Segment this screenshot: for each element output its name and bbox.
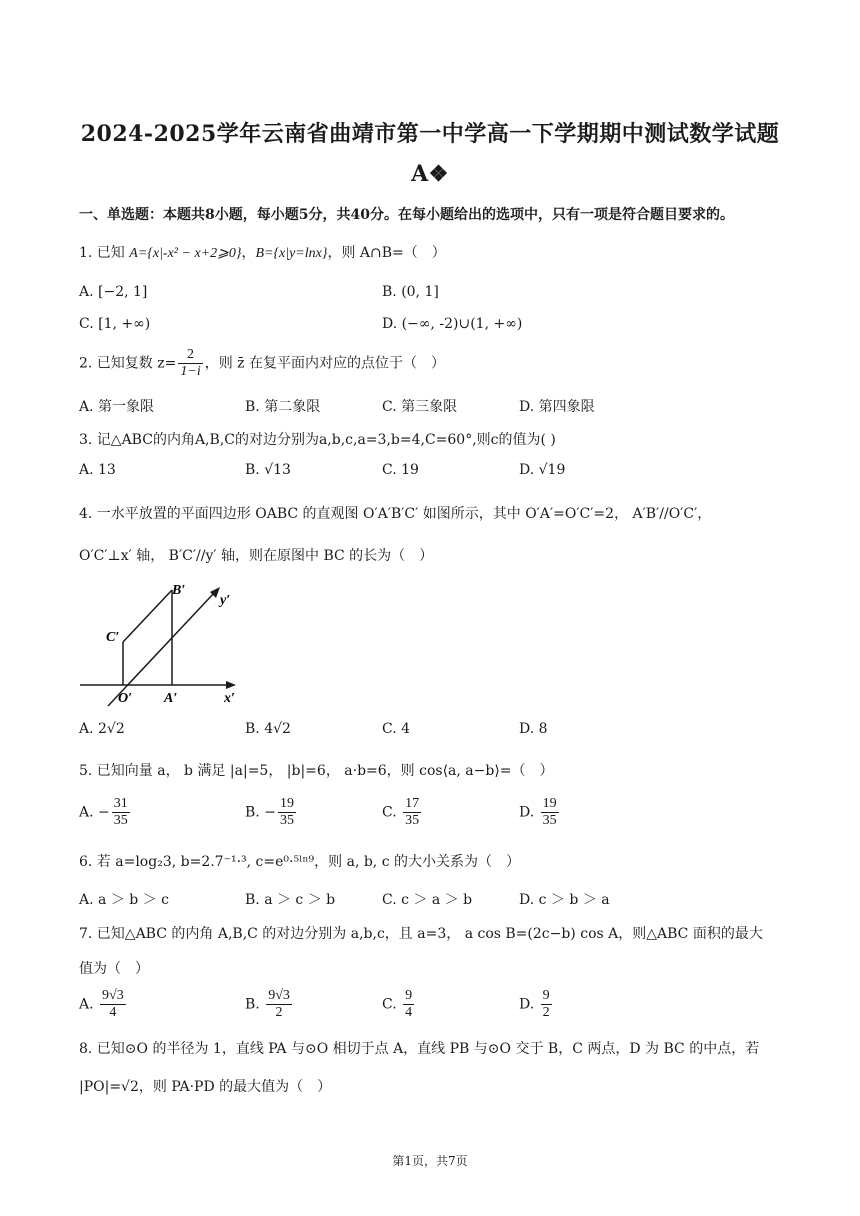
q5-c-num: 17 xyxy=(405,796,420,811)
q1-mid: ， xyxy=(241,245,256,261)
q3-option-a[interactable]: A. 13 xyxy=(79,462,116,478)
q6-option-c[interactable]: C. c ＞ a ＞ b xyxy=(382,892,473,908)
q5-option-c[interactable] xyxy=(382,796,423,829)
page-footer: 第1页，共7页 xyxy=(392,1154,468,1168)
label-a: A′ xyxy=(164,691,178,706)
x-axis-arrow xyxy=(226,681,236,689)
q5-d-fraction xyxy=(541,796,559,829)
question-7-line-1: 7. 已知△ABC 的内角 A,B,C 的对边分别为 a,b,c，且 a=3， a cos B=(2c−b) cos A，则△ABC 面积的最大 xyxy=(79,926,763,942)
question-8-line-2: |PO|=√2，则 PA·PD 的最大值为（ ） xyxy=(79,1079,332,1095)
label-c: C′ xyxy=(106,630,120,645)
segment-cb xyxy=(123,590,172,642)
section-heading: 一、单选题：本题共8小题，每小题5分，共40分。在每小题给出的选项中，只有一项是符合题目要求的。 xyxy=(79,207,734,223)
question-1 xyxy=(79,242,446,262)
question-7-line-2: 值为（ ） xyxy=(79,961,149,977)
q5-d-label: D. xyxy=(519,804,539,821)
q5-b-sign: − xyxy=(264,804,276,821)
q2-prefix: 2. 已知复数 z= xyxy=(79,355,177,372)
q4-option-b[interactable]: B. 4√2 xyxy=(245,721,291,737)
question-3: 3. 记△ABC的内角A,B,C的对边分别为a,b,c,a=3,b=4,C=60°,则c的值为( ) xyxy=(79,432,556,448)
label-y: y′ xyxy=(220,593,231,608)
q5-option-a[interactable] xyxy=(79,796,132,829)
q4-option-a[interactable]: A. 2√2 xyxy=(79,721,125,737)
q5-a-sign: − xyxy=(98,804,110,821)
q7-b-num: 9√3 xyxy=(268,988,290,1003)
q5-c-label: C. xyxy=(382,804,402,821)
q1-prefix: 1. 已知 xyxy=(79,245,130,261)
q5-option-b[interactable] xyxy=(245,796,298,829)
q4-option-c[interactable]: C. 4 xyxy=(382,721,411,737)
q5-a-den: 35 xyxy=(113,813,128,828)
q7-option-c[interactable] xyxy=(382,988,416,1021)
question-4-line-2: O′C′⊥x′ 轴， B′C′//y′ 轴，则在原图中 BC 的长为（ ） xyxy=(79,548,434,564)
question-8-line-1: 8. 已知⊙O 的半径为 1，直线 PA 与⊙O 相切于点 A，直线 PB 与⊙O 交于 B，C 两点，D 为 BC 的中点，若 xyxy=(79,1041,760,1057)
q7-option-b[interactable] xyxy=(245,988,294,1021)
q1-suffix: ，则 A∩B=（ ） xyxy=(327,245,446,261)
q1-option-b[interactable]: B. (0, 1] xyxy=(382,284,439,300)
q6-option-a[interactable]: A. a ＞ b ＞ c xyxy=(79,892,169,908)
q5-a-num: 31 xyxy=(113,796,128,811)
q3-option-b[interactable]: B. √13 xyxy=(245,462,291,478)
q7-option-d[interactable] xyxy=(519,988,554,1021)
q5-b-fraction xyxy=(278,796,296,829)
q2-option-b[interactable]: B. 第二象限 xyxy=(245,399,321,415)
q2-option-a[interactable]: A. 第一象限 xyxy=(79,399,155,415)
q2-option-d[interactable]: D. 第四象限 xyxy=(519,399,595,415)
q7-d-fraction xyxy=(541,988,552,1021)
question-2 xyxy=(79,347,445,380)
q2-option-c[interactable]: C. 第三象限 xyxy=(382,399,458,415)
q5-b-label: B. xyxy=(245,804,265,821)
q5-b-num: 19 xyxy=(279,796,294,811)
question-6: 6. 若 a=log₂3, b=2.7⁻¹·³, c=e⁰·⁵ˡⁿ⁹，则 a, b, c 的大小关系为（ ） xyxy=(79,854,520,870)
y-axis-line xyxy=(108,592,215,706)
q6-option-d[interactable]: D. c ＞ b ＞ a xyxy=(519,892,610,908)
q5-d-den: 35 xyxy=(542,813,557,828)
q3-option-d[interactable]: D. √19 xyxy=(519,462,566,478)
q7-a-fraction xyxy=(100,988,126,1021)
oblique-projection-figure xyxy=(78,578,248,708)
q2-fraction xyxy=(178,347,202,380)
q1-option-a[interactable]: A. [−2, 1] xyxy=(79,284,148,300)
q7-d-num: 9 xyxy=(542,988,550,1003)
q7-b-label: B. xyxy=(245,996,265,1013)
q4-option-d[interactable]: D. 8 xyxy=(519,721,548,737)
q7-b-fraction xyxy=(266,988,292,1021)
q7-c-num: 9 xyxy=(405,988,413,1003)
q7-b-den: 2 xyxy=(275,1005,283,1020)
q7-a-label: A. xyxy=(79,996,99,1013)
q5-d-num: 19 xyxy=(542,796,557,811)
q1-set-a: A={x|-x² − x+2⩾0} xyxy=(129,246,242,261)
q3-option-c[interactable]: C. 19 xyxy=(382,462,419,478)
q2-suffix: ，则 z̄ 在复平面内对应的点位于（ ） xyxy=(204,355,445,372)
q5-option-d[interactable] xyxy=(519,796,561,829)
label-b: B′ xyxy=(172,583,186,598)
q2-denominator: 1−i xyxy=(180,364,201,379)
q1-option-c[interactable]: C. [1, +∞) xyxy=(79,316,151,332)
q7-option-a[interactable] xyxy=(79,988,128,1021)
label-x: x′ xyxy=(224,691,235,706)
exam-title: 2024-2025学年云南省曲靖市第一中学高一下学期期中测试数学试题 xyxy=(80,121,780,147)
q2-numerator: 2 xyxy=(178,347,202,364)
q5-b-den: 35 xyxy=(279,813,294,828)
q7-c-den: 4 xyxy=(405,1005,413,1020)
q5-a-fraction xyxy=(112,796,130,829)
q7-a-num: 9√3 xyxy=(102,988,124,1003)
question-4-line-1: 4. 一水平放置的平面四边形 OABC 的直观图 O′A′B′C′ 如图所示，其中 O′A′=O′C′=2， A′B′//O′C′， xyxy=(79,506,712,522)
q7-d-label: D. xyxy=(519,996,539,1013)
q7-c-fraction xyxy=(403,988,414,1021)
exam-subtitle: A❖ xyxy=(411,161,449,187)
q1-set-b: B={x|y=lnx} xyxy=(255,246,328,261)
q7-d-den: 2 xyxy=(542,1005,550,1020)
q5-c-den: 35 xyxy=(405,813,420,828)
q1-option-d[interactable]: D. (−∞, -2)∪(1, +∞) xyxy=(382,316,523,332)
q5-a-label: A. xyxy=(79,804,99,821)
q6-option-b[interactable]: B. a ＞ c ＞ b xyxy=(245,892,336,908)
q7-a-den: 4 xyxy=(109,1005,117,1020)
question-5: 5. 已知向量 a， b 满足 |a|=5， |b|=6， a·b=6，则 cos⟨a, a−b⟩=（ ） xyxy=(79,763,554,779)
q7-c-label: C. xyxy=(382,996,402,1013)
q5-c-fraction xyxy=(403,796,421,829)
label-o: O′ xyxy=(118,691,133,706)
